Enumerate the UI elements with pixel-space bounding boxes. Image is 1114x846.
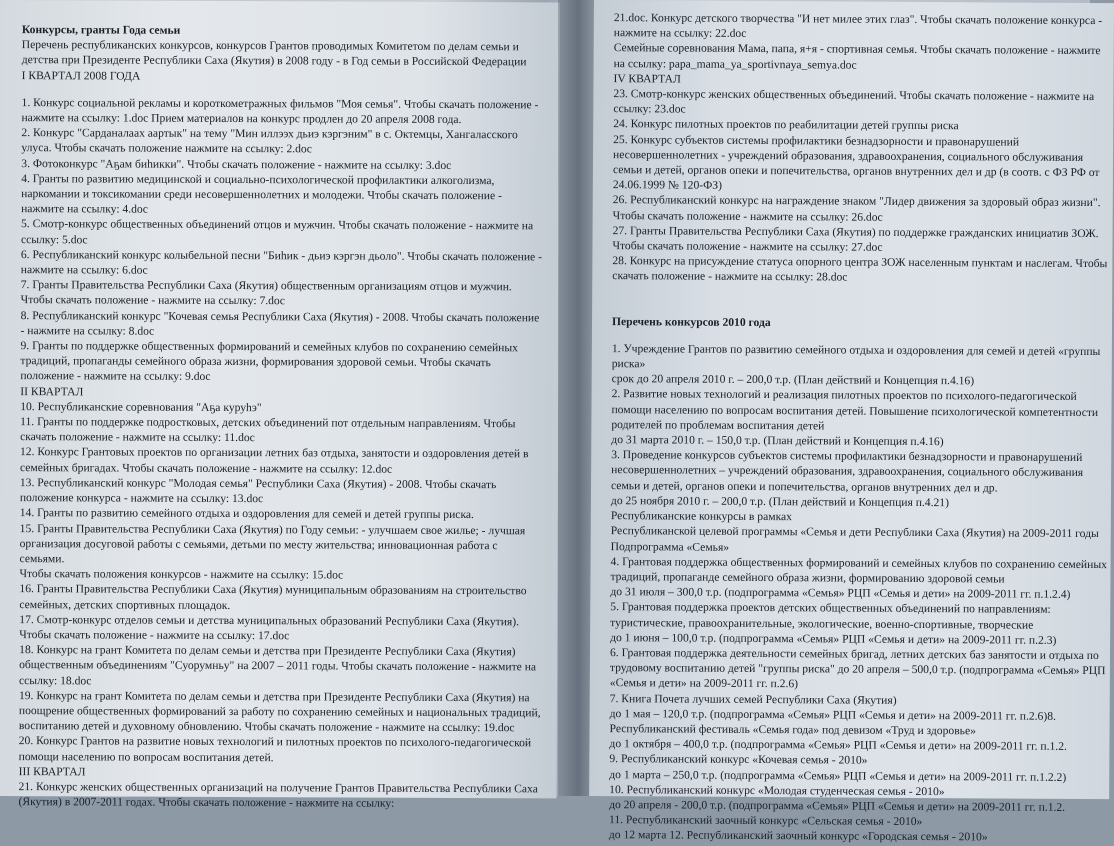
list-item: до 1 июня – 100,0 т.р. (подпрограмма «Семья» РЦП «Семья и дети» на 2009-2011 гг. п.2.3) [610,630,1057,647]
list-item: 19. Конкурс на грант Комитета по делам семьи и детства при Президенте Республики Саха (Якутия) на поощрение общественных формирований за работу по сохранению семейных и национальных традиций, воспитанию детей и духовному обновлению. Чтобы скачать положение - нажмите на ссылку: 19.doc [18,688,541,735]
list-item: 26. Республиканский конкурс на награждение знаком "Лидер движения за здоровый образ жизни". Чтобы скачать положение - нажмите на ссылку: 26.doc [612,193,1101,224]
quarter-heading: IV КВАРТАЛ [613,71,681,86]
list-item: 24. Конкурс пилотных проектов по реабилитации детей группы риска [613,117,959,133]
list-item: до 1 октября – 400,0 т.р. (подпрограмма «Семья» РЦП «Семья и дети» на 2009-2011 гг. п.1.2. [609,737,1067,754]
list-items-a [20,95,545,386]
list-item: до 31 июля – 300,0 т.р. (подпрограмма «Семья» РЦП «Семья и дети» на 2009-2011 гг. п.1.2.4) [610,585,1071,602]
list-items-c [18,779,542,812]
list-item: 3. Проведение конкурсов субъектов системы профилактики безнадзорности и правонарушений несовершеннолетних – учреждений образования, здравоохранения, социального обслуживания семьи и детей, органов опеки и попечительства, органов внутренних дел и др. [610,448,1084,495]
list-item: 25. Конкурс субъектов системы профилактики безнадзорности и правонарушений несовершеннолетних - учреждений образования, здравоохранения, социального обслуживания семьи и детей, органов опеки и попечительства, органов внутренних дел и др (в соотв. с ФЗ РФ от 24.06.1999 № 120-ФЗ) [612,132,1100,193]
list-item: 28. Конкурс на присуждение статуса опорного центра ЗОЖ населенным пунктам и наслегам. Чтобы скачать положение - нажмите на ссылку: 28.doc [612,254,1108,285]
list-item: 6. Республиканский конкурс колыбельной песни "Биһик - дьиэ кэргэн дьоло". Чтобы скачать положение - нажмите на ссылку: 6.doc [20,247,542,277]
list-item: до 1 мая – 120,0 т.р. (подпрограмма «Семья» РЦП «Семья и дети» на 2009-2011 гг. п.2.6)8. Республиканский фестиваль «Семья года» под девизом «Труд и здоровье» [609,706,1056,738]
list-item: 2. Конкурс "Сарданалаах аартык" на тему "Мин иллээх дьиэ кэргэним" в с. Октемцы, Хангаласского улуса. Чтобы скачать положение нажмите на ссылку: 2.doc [21,126,518,156]
list-item: 11. Гранты по поддержке подростковых, детских объединений пот отдельным направлениям. Чтобы скачать положение - нажмите на ссылку: 11.doc [20,415,516,445]
list-item: 14. Гранты по развитию семейного отдыха и оздоровления для семей и детей группы риска. [19,506,475,522]
list-item: до 31 марта 2010 г. – 150,0 т.р. (План действий и Концепция п.4.16) [611,433,944,449]
list-item: срок до 20 апреля 2010 г. – 200,0 т.р. (План действий и Концепция п.4.16) [611,372,975,388]
list-item: Республиканские конкурсы в рамках [610,509,793,524]
list-item: 4. Грантовая поддержка общественных формирований и семейных клубов по сохранению семейных традиций, пропаганде семейного образа жизни, формированию здоровой семьи [610,554,1107,586]
list-item: 16. Гранты Правительства Республики Саха (Якутия) муниципальным образованиям на строительство семейных, детских спортивных площадок. [19,582,527,612]
section-title: Перечень конкурсов 2010 года [611,314,771,329]
list-item: 7. Книга Почета лучших семей Республики Саха (Якутия) [609,691,897,707]
list-item: 20. Конкурс Грантов на развитие новых технологий и пилотных проектов по психолого-педагогической помощи населению по вопросам воспитания детей. [18,734,532,764]
list-item: 21.doc. Конкурс детского творчества "И нет милее этих глаз". Чтобы скачать положение конкурса - нажмите на ссылку: 22.doc [613,11,1103,41]
list-item: 3. Фотоконкурс "Аҕам биһикки". Чтобы скачать положение - нажмите на ссылку: 3.doc [21,156,452,172]
list-item: до 20 апреля - 200,0 т.р. (подпрограмма «Семья» РЦП «Семья и дети» на 2009-2011 гг. п.1.2. [609,798,1066,814]
list-item: 6. Грантовая поддержка деятельности семейных бригад, летних детских баз занятости и отдыха по трудовому воспитанию детей "группы риска" до 20 апреля – 500,0 т.р. (подпрограмма «Семья» РЦП «Семья и дети» на 2009-2011 гг. п.2.6) [609,646,1106,691]
list-item: до 25 ноября 2010 г. – 200,0 т.р. (План действий и Концепция п.4.21) [610,494,950,510]
quarter-heading: I КВАРТАЛ 2008 ГОДА [21,68,141,83]
list-item: 5. Смотр-конкурс общественных объединений отцов и мужчин. Чтобы скачать положение - нажмите на ссылку: 5.doc [20,217,534,247]
list-item: 17. Смотр-конкурс отделов семьи и детства муниципальных образований Республики Саха (Якутия). Чтобы скачать положение - нажмите на ссылку: 17.doc [19,612,520,643]
list-item: 5. Грантовая поддержка проектов детских общественных объединений по направлениям: туристические, правоохранительные, экологические, военно-спортивные, творческие [610,600,1051,632]
list-item: 10. Республиканские соревнования "Аҕа куруһэ" [20,399,262,415]
list-item: Подпрограмма «Семья» [610,539,730,554]
list-items-2010 [609,341,1112,846]
list-item: 13. Республиканский конкурс "Молодая семья" Республики Саха (Якутия) - 2008. Чтобы скачать положение конкурса - нажмите на ссылку: 13.doc [19,475,497,506]
intro-paragraph: Перечень республиканских конкурсов, конкурсов Грантов проводимых Комитетом по делам семьи и детства при Президенте Республики Саха (Якутия) в 2008 году - в Год семьи в Российской Федерации [21,38,527,69]
page-title: Конкурсы, гранты Года семьи [21,23,181,37]
right-page [589,0,1114,844]
list-item: до 1 марта – 250,0 т.р. (подпрограмма «Семья» РЦП «Семья и дети» на 2009-2011 гг. п.1.2.2) [609,767,1067,784]
list-item: Семейные соревнования Мама, папа, я+я - спортивная семья. Чтобы скачать положение - нажмите на ссылку: papa_mama_ya_sportivnaya_semya.doc [613,41,1101,72]
left-page [0,0,560,810]
list-item: 23. Смотр-конкурс женских общественных объединений. Чтобы скачать положение - нажмите на ссылку: 23.doc [613,87,1095,116]
list-item: Чтобы скачать положения конкурсов - нажмите на ссылку: 15.doc [19,567,344,582]
list-item: до 12 марта 12. Республиканский заочный конкурс «Городская семья - 2010» [608,828,988,844]
list-item: 9. Республиканский конкурс «Кочевая семья - 2010» [609,752,868,768]
list-item: 21. Конкурс женских общественных организаций на получение Грантов Правительства Республики Саха (Якутия) в 2007-2011 годах. Чтобы скачать положение - нажмите на ссылку: [18,780,538,810]
list-item: 8. Республиканский конкурс "Кочевая семья Республики Саха (Якутия) - 2008. Чтобы скачать положение - нажмите на ссылку: 8.doc [20,308,540,338]
list-items-b [612,86,1113,287]
list-item: 10. Республиканский конкурс «Молодая студенческая семья - 2010» [609,782,945,798]
list-items-b [19,399,545,766]
quarter-heading: III КВАРТАЛ [18,764,86,779]
list-item: 18. Конкурс на грант Комитета по делам семьи и детства при Президенте Республики Саха (Якутия) общественным объединениям "Суорумньу" на 2007 – 2011 годы. Чтобы скачать положение - нажмите на ссылку: 18.doc [19,643,537,687]
list-item: 15. Гранты Правительства Республики Саха (Якутия) по Году семьи: - улучшаем свое жилье; - лучшая организация досуговой работы с семьями, детьми по месту жительства; инновационная работа с семьями. [19,521,526,566]
list-item: 2. Развитие новых технологий и реализация пилотных проектов по психолого-педагогической помощи населению по вопросам воспитания детей. Повышение психологической компетентности родителей по проблемам воспитания детей [611,387,1099,433]
list-item: 9. Гранты по поддержке общественных формирований и семейных клубов по сохранению семейных традиций, пропаганды семейного образа жизни, формирования здоровой семьи. Чтобы скачать положение - нажмите на ссылку: 9.doc [20,339,519,384]
quarter-heading: II КВАРТАЛ [20,384,84,399]
list-item: 11. Республиканский заочный конкурс «Сельская семья - 2010» [608,813,923,829]
list-item: 27. Гранты Правительства Республики Саха (Якутия) по поддержке гражданских инициатив ЗОЖ. Чтобы скачать положение - нажмите на ссылку: 27.doc [612,223,1099,254]
list-item: Республиканской целевой программы «Семья и дети Республики Саха (Якутия) на 2009-2011 годы [610,524,1099,541]
list-item: 4. Гранты по развитию медицинской и социально-психологической профилактики алкоголизма, наркомании и токсикомании среди несовершеннолетних и молодежи. Чтобы скачать положение - нажмите на ссылку: 4.doc [21,171,502,216]
list-item: 12. Конкурс Грантовых проектов по организации летних баз отдыха, занятости и оздоровления детей в семейных бригадах. Чтобы скачать положение - нажмите на ссылку: 12.doc [19,445,529,476]
list-item: 1. Конкурс социальной рекламы и короткометражных фильмов "Моя семья". Чтобы скачать положение - нажмите на ссылку: 1.doc Прием материалов на конкурс продлен до 20 апреля 2008 года. [21,95,539,127]
list-item: 1. Учреждение Грантов по развитию семейного отдыха и оздоровления для семей и детей «группы риска» [611,341,1101,371]
list-item: 7. Гранты Правительства Республики Саха (Якутия) общественным организациям отцов и мужчин. Чтобы скачать положение - нажмите на ссылку: 7.doc [20,278,512,308]
list-items-a [614,10,1114,74]
